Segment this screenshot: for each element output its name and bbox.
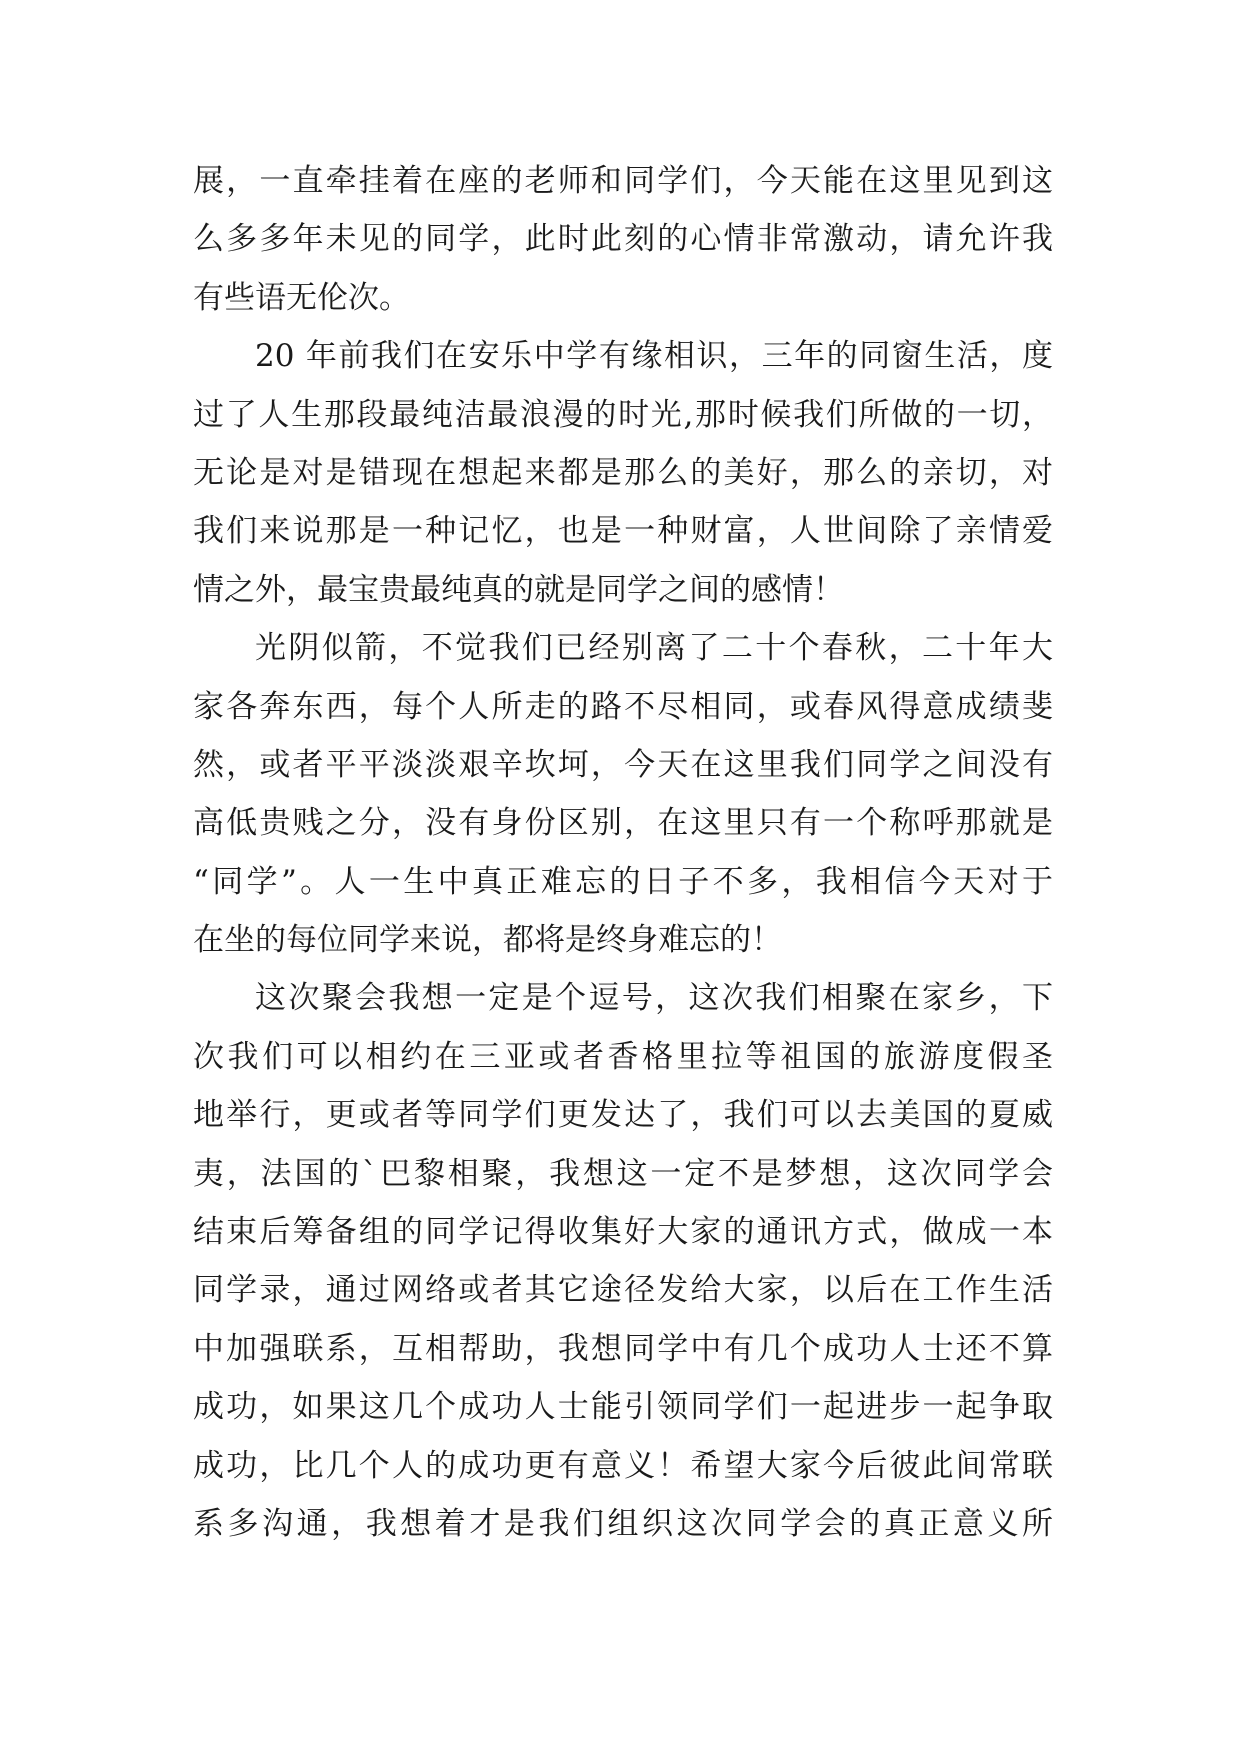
text-line: 同学录，通过网络或者其它途径发给大家，以后在工作生活 [193, 1272, 1053, 1309]
text-line: 家各奔东西，每个人所走的路不尽相同，或春风得意成绩斐 [193, 688, 1053, 725]
text-line: 次我们可以相约在三亚或者香格里拉等祖国的旅游度假圣 [193, 1038, 1053, 1075]
paragraph-first-line: 光阴似箭，不觉我们已经别离了二十个春秋，二十年大 [255, 630, 1053, 667]
text-line: 高低贵贱之分，没有身份区别，在这里只有一个称呼那就是 [193, 805, 1053, 842]
text-line: 情之外，最宝贵最纯真的就是同学之间的感情！ [193, 571, 844, 608]
text-line: “同学”。人一生中真正难忘的日子不多，我相信今天对于 [193, 863, 1053, 900]
text-line: 系多沟通，我想着才是我们组织这次同学会的真正意义所 [193, 1505, 1053, 1542]
paragraph-first-line: 这次聚会我想一定是个逗号，这次我们相聚在家乡，下 [255, 980, 1053, 1017]
text-line: 然，或者平平淡淡艰辛坎坷，今天在这里我们同学之间没有 [193, 746, 1053, 783]
text-line: 有些语无伦次。 [193, 279, 410, 316]
text-line: 中加强联系，互相帮助，我想同学中有几个成功人士还不算 [193, 1330, 1053, 1367]
text-line: 结束后筹备组的同学记得收集好大家的通讯方式，做成一本 [193, 1214, 1053, 1251]
text-line: 无论是对是错现在想起来都是那么的美好，那么的亲切，对 [193, 454, 1053, 491]
text-line: 我们来说那是一种记忆，也是一种财富，人世间除了亲情爱 [193, 513, 1053, 550]
text-line: 展，一直牵挂着在座的老师和同学们，今天能在这里见到这 [193, 163, 1053, 199]
paragraph-first-line: 20 年前我们在安乐中学有缘相识，三年的同窗生活，度 [255, 338, 1053, 375]
text-line: 地举行，更或者等同学们更发达了，我们可以去美国的夏威 [193, 1097, 1053, 1134]
text-line: 么多多年未见的同学，此时此刻的心情非常激动，请允许我 [193, 221, 1053, 258]
text-line: 在坐的每位同学来说，都将是终身难忘的！ [193, 922, 782, 959]
text-line: 过了人生那段最纯洁最浪漫的时光,那时候我们所做的一切， [193, 396, 1053, 433]
body-text [193, 152, 1053, 1553]
text-line: 夷，法国的`巴黎相聚，我想这一定不是梦想，这次同学会 [193, 1155, 1053, 1192]
text-line: 成功，比几个人的成功更有意义！希望大家今后彼此间常联 [193, 1447, 1053, 1484]
text-line: 成功，如果这几个成功人士能引领同学们一起进步一起争取 [193, 1389, 1053, 1426]
